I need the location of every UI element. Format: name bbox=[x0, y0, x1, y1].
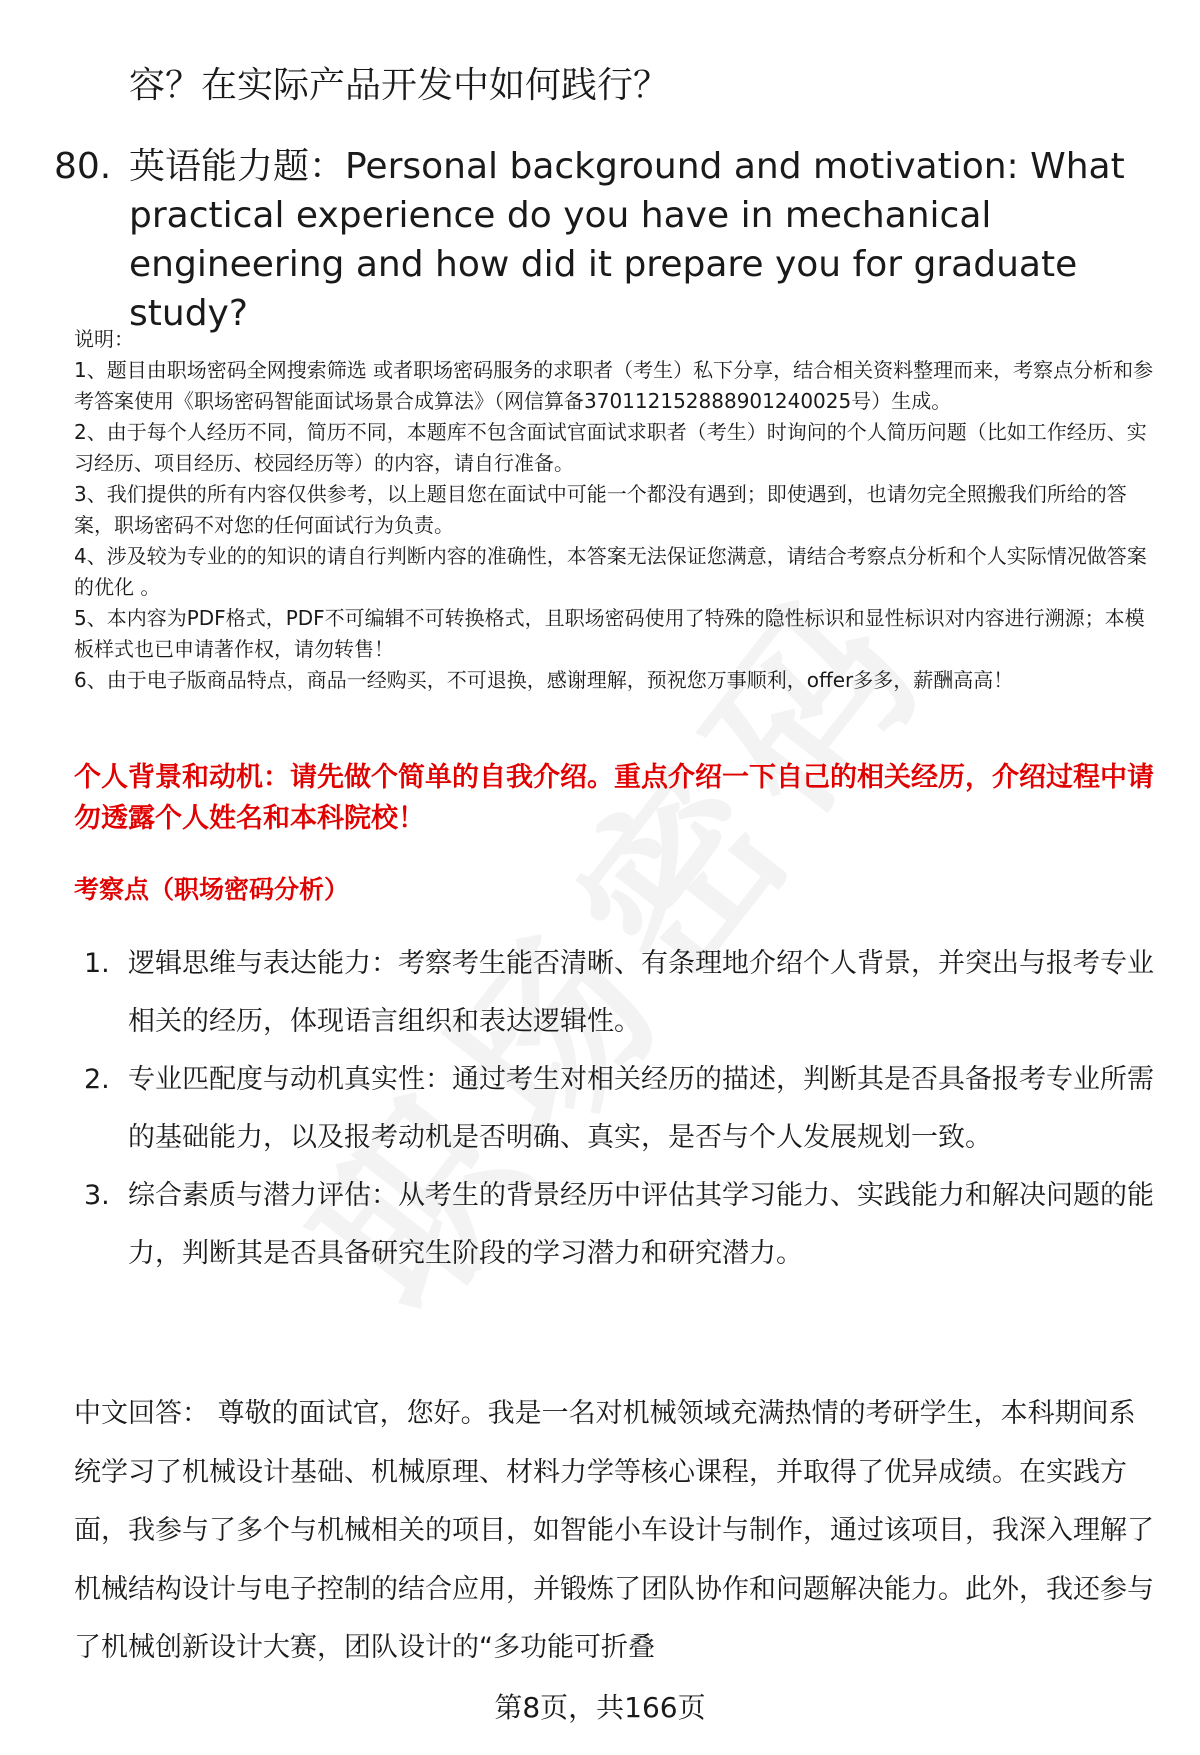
point-number: 2. bbox=[84, 1064, 110, 1095]
notes-heading: 说明： bbox=[74, 327, 134, 351]
note-item: 5、本内容为PDF格式，PDF不可编辑不可转换格式，且职场密码使用了特殊的隐性标识和显性标识对内容进行溯源；本模板样式也已申请著作权，请勿转售！ bbox=[74, 606, 1145, 661]
page-footer: 第8页，共166页 bbox=[494, 1691, 706, 1724]
point-text: 专业匹配度与动机真实性：通过考生对相关经历的描述，判断其是否具备报考专业所需的基础能力，以及报考动机是否明确、真实，是否与个人发展规划一致。 bbox=[128, 1064, 1154, 1153]
note-item: 2、由于每个人经历不同，简历不同，本题库不包含面试官面试求职者（考生）时询问的个人简历问题（比如工作经历、实习经历、项目经历、校园经历等）的内容，请自行准备。 bbox=[74, 420, 1147, 475]
note-item: 3、我们提供的所有内容仅供参考，以上题目您在面试中可能一个都没有遇到；即使遇到，也请勿完全照搬我们所给的答案，职场密码不对您的任何面试行为负责。 bbox=[74, 482, 1127, 537]
point-number: 1. bbox=[84, 948, 110, 979]
point-text: 逻辑思维与表达能力：考察考生能否清晰、有条理地介绍个人背景，并突出与报考专业相关的经历，体现语言组织和表达逻辑性。 bbox=[128, 948, 1154, 1037]
analysis-point bbox=[84, 935, 1154, 1051]
chinese-answer: 中文回答： 尊敬的面试官，您好。我是一名对机械领域充满热情的考研学生，本科期间系统学习了机械设计基础、机械原理、材料力学等核心课程，并取得了优异成绩。在实践方面，我参与了多个与机械相关的项目，如智能小车设计与制作，通过该项目，我深入理解了机械结构设计与电子控制的结合应用，并锻炼了团队协作和问题解决能力。此外，我还参与了机械创新设计大赛，团队设计的“多功能可折叠 bbox=[74, 1398, 1154, 1663]
disclaimer-notes bbox=[74, 324, 1154, 696]
note-item: 4、涉及较为专业的的知识的请自行判断内容的准确性，本答案无法保证您满意，请结合考察点分析和个人实际情况做答案的优化 。 bbox=[74, 544, 1147, 599]
point-number: 3. bbox=[84, 1180, 110, 1211]
question-number: 80. bbox=[54, 146, 112, 187]
question-text: 英语能力题：Personal background and motivation: What practical experience do you have in mechanical engineering and how did it prepare you for graduate study? bbox=[129, 146, 1125, 334]
note-item: 1、题目由职场密码全网搜索筛选 或者职场密码服务的求职者（考生）私下分享，结合相关资料整理而来，考察点分析和参考答案使用《职场密码智能面试场景合成算法》（网信算备370112152888901240025号）生成。 bbox=[74, 358, 1154, 413]
section-subtitle: 考察点（职场密码分析） bbox=[74, 875, 350, 904]
question-continuation: 容？在实际产品开发中如何践行？ bbox=[129, 65, 670, 106]
analysis-point bbox=[84, 1051, 1154, 1167]
point-text: 综合素质与潜力评估：从考生的背景经历中评估其学习能力、实践能力和解决问题的能力，判断其是否具备研究生阶段的学习潜力和研究潜力。 bbox=[128, 1180, 1154, 1269]
note-item: 6、由于电子版商品特点，商品一经购买，不可退换，感谢理解，预祝您万事顺利，offer多多，薪酬高高！ bbox=[74, 668, 1014, 692]
section-title: 个人背景和动机：请先做个简单的自我介绍。重点介绍一下自己的相关经历，介绍过程中请勿透露个人姓名和本科院校！ bbox=[74, 762, 1154, 834]
analysis-point bbox=[84, 1167, 1154, 1283]
analysis-points bbox=[84, 935, 1154, 1283]
